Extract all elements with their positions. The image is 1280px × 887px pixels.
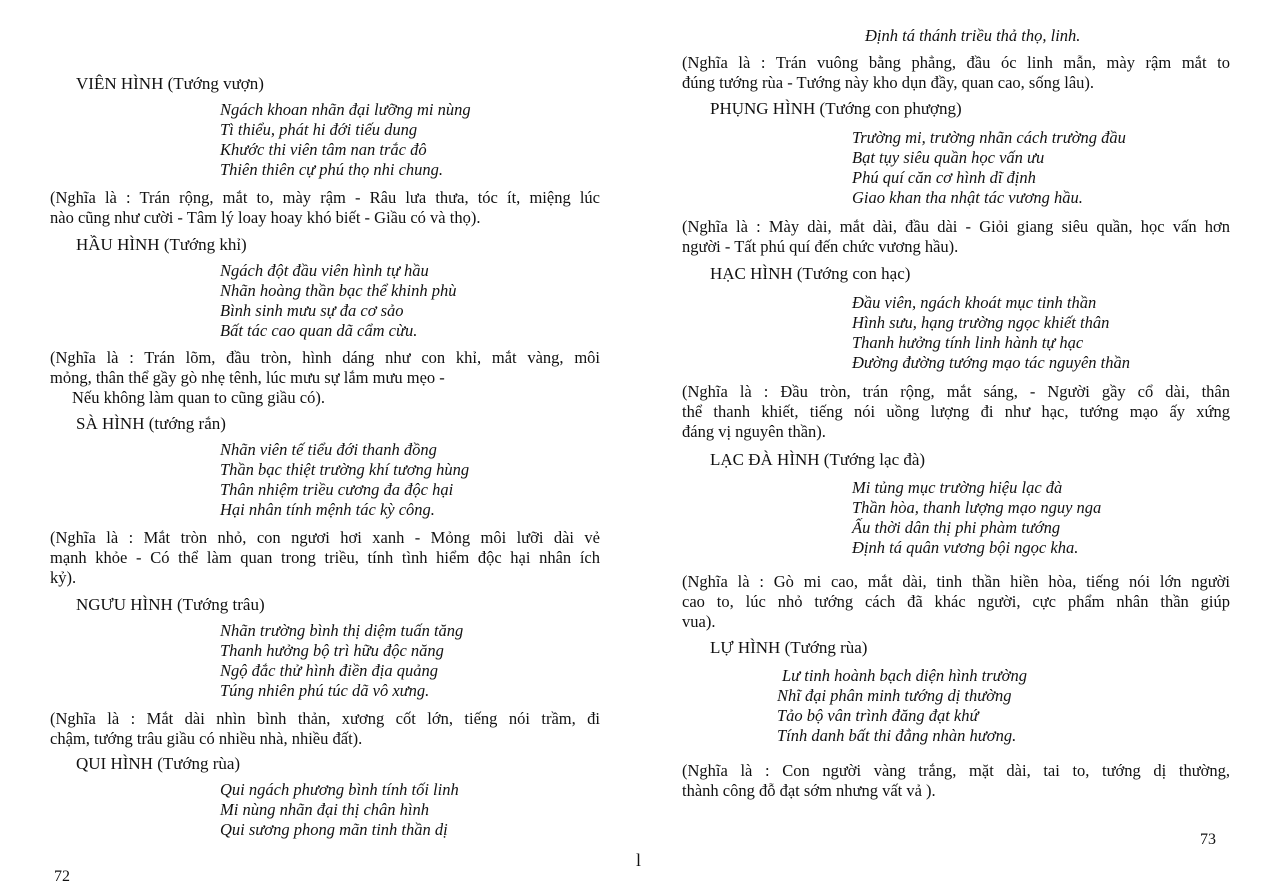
meaning-line: kỷ).: [50, 568, 77, 587]
verse-line: Ngách đột đầu viên hình tự hầu: [220, 261, 429, 280]
verse-line: Nhãn viên tế tiểu đới thanh đồng: [220, 440, 437, 459]
verse-line: Bạt tụy siêu quần học vấn ưu: [852, 148, 1045, 167]
meaning-line: (Nghĩa là : Mắt tròn nhỏ, con ngươi hơi xanh - Mỏng môi lưỡi dài vẻ: [50, 528, 600, 547]
verse-line: Tính danh bất thi đẳng nhàn hương.: [777, 726, 1017, 745]
meaning-line: mạnh khỏe - Có thể làm quan trong triều, tính tình hiểm độc hại nhân ích: [50, 548, 600, 567]
verse-line: Giao khan tha nhật tác vương hầu.: [852, 188, 1083, 207]
meaning-line: mỏng, thân thể gầy gò nhẹ tênh, lúc mưu sự lắm mưu mẹo -: [50, 368, 445, 387]
verse-line: Khước thi viên tâm nan trắc đô: [220, 140, 427, 159]
meaning-line: đúng tướng rùa - Tướng này kho dụn đầy, quan cao, sống lâu).: [682, 73, 1095, 92]
verse-line: Đầu viên, ngách khoát mục tinh thần: [852, 293, 1097, 312]
meaning-line: (Nghĩa là : Đầu tròn, trán rộng, mắt sáng, - Người gầy cổ dài, thân: [682, 382, 1230, 401]
verse-line: Túng nhiên phú túc dã vô xưng.: [220, 681, 430, 700]
page-number: 73: [1200, 831, 1216, 848]
meaning-line: (Nghĩa là : Mày dài, mắt dài, đầu dài - Giỏi giang siêu quần, học vấn hơn: [682, 217, 1230, 236]
verse-line: Phú quí căn cơ hình dĩ định: [852, 168, 1036, 187]
meaning-line: (Nghĩa là : Mắt dài nhìn bình thản, xương cốt lớn, tiếng nói trầm, đi: [50, 709, 600, 728]
meaning-line: vua).: [682, 612, 716, 631]
verse-line: Nhĩ đại phân minh tướng dị thường: [777, 686, 1012, 705]
meaning-line: nào cũng như cười - Tâm lý loay hoay khó biết - Giầu có và thọ).: [50, 208, 481, 227]
section-heading: LẠC ĐÀ HÌNH (Tướng lạc đà): [710, 450, 926, 469]
verse-line: Hại nhân tính mệnh tác kỳ công.: [220, 500, 435, 519]
verse-line: Ngách khoan nhãn đại lưỡng mi nùng: [220, 100, 471, 119]
page-number: 72: [54, 868, 70, 885]
section-heading: LỰ HÌNH (Tướng rùa): [710, 638, 868, 657]
meaning-line: cao to, lúc nhỏ tướng cách đã khác người, cực phẩm nhân thần giúp: [682, 592, 1230, 611]
verse-line: Đường đường tướng mạo tác nguyên thần: [852, 353, 1130, 372]
section-heading: PHỤNG HÌNH (Tướng con phượng): [710, 99, 962, 118]
verse-line: Nhãn hoàng thần bạc thể khinh phù: [220, 281, 457, 300]
verse-line: Tì thiểu, phát hi đới tiếu dung: [220, 120, 418, 139]
meaning-line: người - Tất phú quí đến chức vương hầu).: [682, 237, 959, 256]
verse-line: Thanh hưởng bộ trì hữu độc năng: [220, 641, 444, 660]
gutter-mark: l: [636, 850, 642, 870]
verse-line: Qui ngách phương bình tính tối linh: [220, 780, 459, 799]
verse-line: Thần hòa, thanh lượng mạo nguy nga: [852, 498, 1102, 517]
meaning-line: (Nghĩa là : Gò mi cao, mắt dài, tinh thần hiền hòa, tiếng nói lớn người: [682, 572, 1230, 591]
meaning-line: (Nghĩa là : Con người vàng trắng, mặt dài, tai to, tướng dị thường,: [682, 761, 1230, 780]
verse-line: Thiên thiên cự phú thọ nhi chung.: [220, 160, 444, 179]
section-heading: NGƯU HÌNH (Tướng trâu): [76, 595, 265, 614]
section-heading: HẠC HÌNH (Tướng con hạc): [710, 264, 911, 283]
section-heading: HẦU HÌNH (Tướng khỉ): [76, 235, 247, 254]
verse-line: Thân nhiệm triều cương đa độc hại: [220, 480, 454, 499]
verse-line: Mi nùng nhãn đại thị chân hình: [220, 800, 429, 819]
verse-line: Qui sương phong mãn tinh thần dị: [220, 820, 448, 839]
verse-line: Tảo bộ vân trình đăng đạt khứ: [777, 706, 979, 725]
verse-line: Ấu thời dân thị phi phàm tướng: [852, 518, 1061, 537]
meaning-line: (Nghĩa là : Trán vuông bằng phẳng, đầu óc linh mẫn, mày rậm mắt to: [682, 53, 1230, 72]
verse-line: Thần bạc thiệt trường khí tương hùng: [220, 460, 470, 479]
meaning-line: (Nghĩa là : Trán rộng, mắt to, mày rậm - Râu lưa thưa, tóc ít, miệng lúc: [50, 188, 600, 207]
meaning-line: thể thanh khiết, tiếng nói uồng lượng đi như hạc, tướng mạo ấy xứng: [682, 402, 1230, 421]
verse-line: Định tá thánh triều thả thọ, linh.: [865, 26, 1081, 45]
meaning-line: (Nghĩa là : Trán lõm, đầu tròn, hình dáng như con khỉ, mắt vàng, môi: [50, 348, 600, 367]
meaning-line: Nếu không làm quan to cũng giầu có).: [72, 388, 325, 407]
section-heading: QUI HÌNH (Tướng rùa): [76, 754, 241, 773]
section-heading: SÀ HÌNH (tướng rắn): [76, 414, 226, 433]
verse-line: Thanh hưởng tính linh hành tự hạc: [852, 333, 1084, 352]
verse-line: Mi tủng mục trường hiệu lạc đà: [852, 478, 1063, 497]
verse-line: Bất tác cao quan dã cẩm cừu.: [220, 321, 418, 340]
verse-line: Trường mi, trường nhãn cách trường đầu: [852, 128, 1126, 147]
meaning-line: đáng vị nguyên thần).: [682, 422, 826, 441]
meaning-line: thành công đỗ đạt sớm nhưng vất vả ).: [682, 781, 936, 800]
verse-line: Nhãn trường bình thị diệm tuấn tăng: [220, 621, 464, 640]
section-heading: VIÊN HÌNH (Tướng vượn): [76, 74, 264, 93]
verse-line: Hình sưu, hạng trường ngọc khiết thân: [852, 313, 1110, 332]
verse-line: Ngộ đắc thử hình điền địa quảng: [220, 661, 438, 680]
verse-line: Định tá quân vương bội ngọc kha.: [852, 538, 1079, 557]
verse-line: Bình sinh mưu sự đa cơ sảo: [220, 301, 404, 320]
meaning-line: chậm, tướng trâu giầu có nhiều nhà, nhiều đất).: [50, 729, 363, 748]
verse-line: Lư tinh hoành bạch diện hình trường: [782, 666, 1027, 685]
